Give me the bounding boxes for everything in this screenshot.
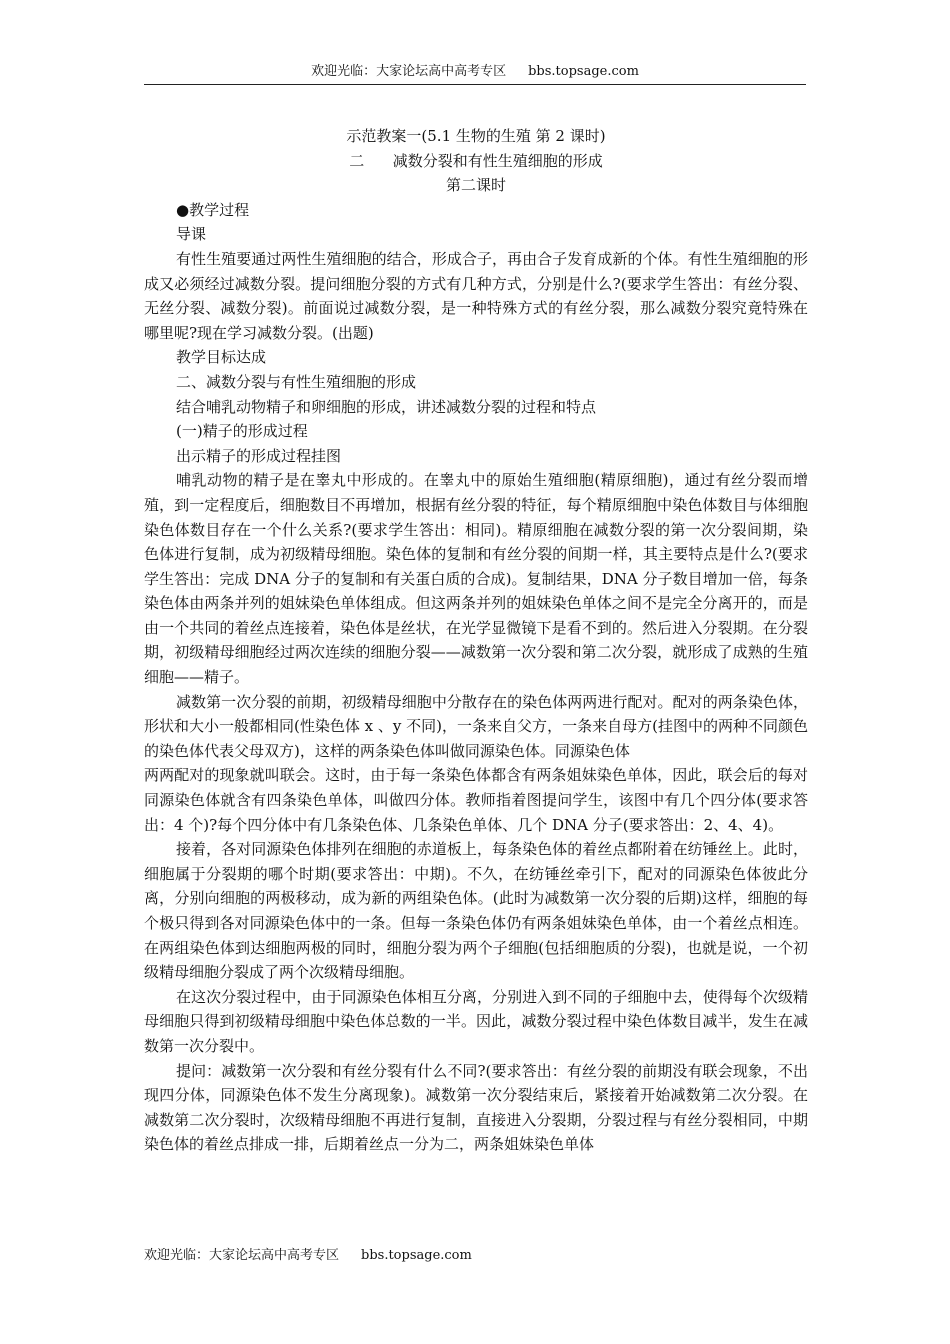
section-heading-objectives: 教学目标达成 (176, 348, 267, 367)
footer-site-link[interactable]: bbs.topsage.com (361, 1248, 472, 1263)
section-heading-teaching-process: ●教学过程 (176, 200, 250, 219)
paragraph-question-second-division: 提问：减数第一次分裂和有丝分裂有什么不同?(要求答出：有丝分裂的前期没有联会现象，不出现四分体，同源染色体不发生分离现象)。减数第一次分裂结束后，紧接着开始减数第二次分裂。在减数第二次分裂时，次级精母细胞不再进行复制，直接进入分裂期，分裂过程与有丝分裂相同，中期染色体的着丝点排成一排，后期着丝点一分为二，两条姐妹染色单体 (144, 1061, 808, 1154)
paragraph-prophase-b: 两两配对的现象就叫联会。这时，由于每一条染色体都含有两条姐妹染色单体，因此，联会后的每对同源染色体就含有四条染色单体，叫做四分体。教师指着图提问学生，该图中有几个四分体(要求答出：4 个)?每个四分体中有几条染色体、几条染色单体、几个 DNA 分子(要求答出：2、4、4)。 (144, 766, 808, 834)
page-footer (144, 1246, 472, 1266)
header-site-link[interactable]: bbs.topsage.com (528, 64, 639, 79)
subsection-heading-sperm: (一)精子的形成过程 (176, 422, 308, 441)
section-heading-meiosis: 二、减数分裂与有性生殖细胞的形成 (176, 372, 417, 391)
paragraph-intro: 有性生殖要通过两性生殖细胞的结合，形成合子，再由合子发育成新的个体。有性生殖细胞的形成又必须经过减数分裂。提问细胞分裂的方式有几种方式，分别是什么?(要求学生答出：有丝分裂、无丝分裂、减数分裂)。前面说过减数分裂，是一种特殊方式的有丝分裂，那么减数分裂究竟特殊在哪里呢?现在学习减数分裂。(出题) (144, 249, 808, 342)
page-header (144, 62, 806, 85)
paragraph-prophase-a: 减数第一次分裂的前期，初级精母细胞中分散存在的染色体两两进行配对。配对的两条染色体，形状和大小一般都相同(性染色体 x 、y 不同)，一条来自父方，一条来自母方(挂图中的两种不同颜色的染色体代表父母双方)，这样的两条染色体叫做同源染色体。同源染色体 (144, 692, 808, 760)
document-body (144, 124, 808, 1157)
paragraph-show-chart: 出示精子的形成过程挂图 (176, 446, 342, 465)
paragraph-metaphase: 接着，各对同源染色体排列在细胞的赤道板上，每条染色体的着丝点都附着在纺锤丝上。此时，细胞属于分裂期的哪个时期(要求答出：中期)。不久，在纺锤丝牵引下，配对的同源染色体彼此分离，分别向细胞的两极移动，成为新的两组染色体。(此时为减数第一次分裂的后期)这样，细胞的每个极只得到各对同源染色体中的一条。但每一条染色体仍有两条姐妹染色单体，由一个着丝点相连。在两组染色体到达细胞两极的同时，细胞分裂为两个子细胞(包括细胞质的分裂)，也就是说，一个初级精母细胞分裂成了两个次级精母细胞。 (144, 840, 808, 982)
document-title: 示范教案一(5.1 生物的生殖 第 2 课时) (346, 127, 606, 145)
document-subtitle: 二 减数分裂和有性生殖细胞的形成 (349, 151, 603, 170)
lesson-heading: 第二课时 (445, 176, 506, 195)
paragraph-objective-statement: 结合哺乳动物精子和卵细胞的形成，讲述减数分裂的过程和特点 (176, 397, 597, 416)
section-heading-intro: 导课 (176, 225, 207, 244)
paragraph-reduction: 在这次分裂过程中，由于同源染色体相互分离，分别进入到不同的子细胞中去，使得每个次级精母细胞只得到初级精母细胞中染色体总数的一半。因此，减数分裂过程中染色体数目减半，发生在减数第一次分裂中。 (144, 987, 808, 1055)
header-welcome-text: 欢迎光临：大家论坛高中高考专区 (311, 64, 507, 79)
paragraph-sperm-formation: 哺乳动物的精子是在睾丸中形成的。在睾丸中的原始生殖细胞(精原细胞)，通过有丝分裂而增殖，到一定程度后，细胞数目不再增加，根据有丝分裂的特征，每个精原细胞中染色体数目与体细胞染色体数目存在一个什么关系?(要求学生答出：相同)。精原细胞在减数分裂的第一次分裂间期，染色体进行复制，成为初级精母细胞。染色体的复制和有丝分裂的间期一样，其主要特点是什么?(要求学生答出：完成 DNA 分子的复制和有关蛋白质的合成)。复制结果，DNA 分子数目增加一倍，每条染色体由两条并列的姐妹染色单体组成。但这两条并列的姐妹染色单体之间不是完全分离开的，而是由一个共同的着丝点连接着，染色体是丝状，在光学显微镜下是看不到的。然后进入分裂期。在分裂期，初级精母细胞经过两次连续的细胞分裂——减数第一次分裂和第二次分裂，就形成了成熟的生殖细胞——精子。 (144, 471, 808, 687)
footer-welcome-text: 欢迎光临：大家论坛高中高考专区 (144, 1248, 340, 1263)
